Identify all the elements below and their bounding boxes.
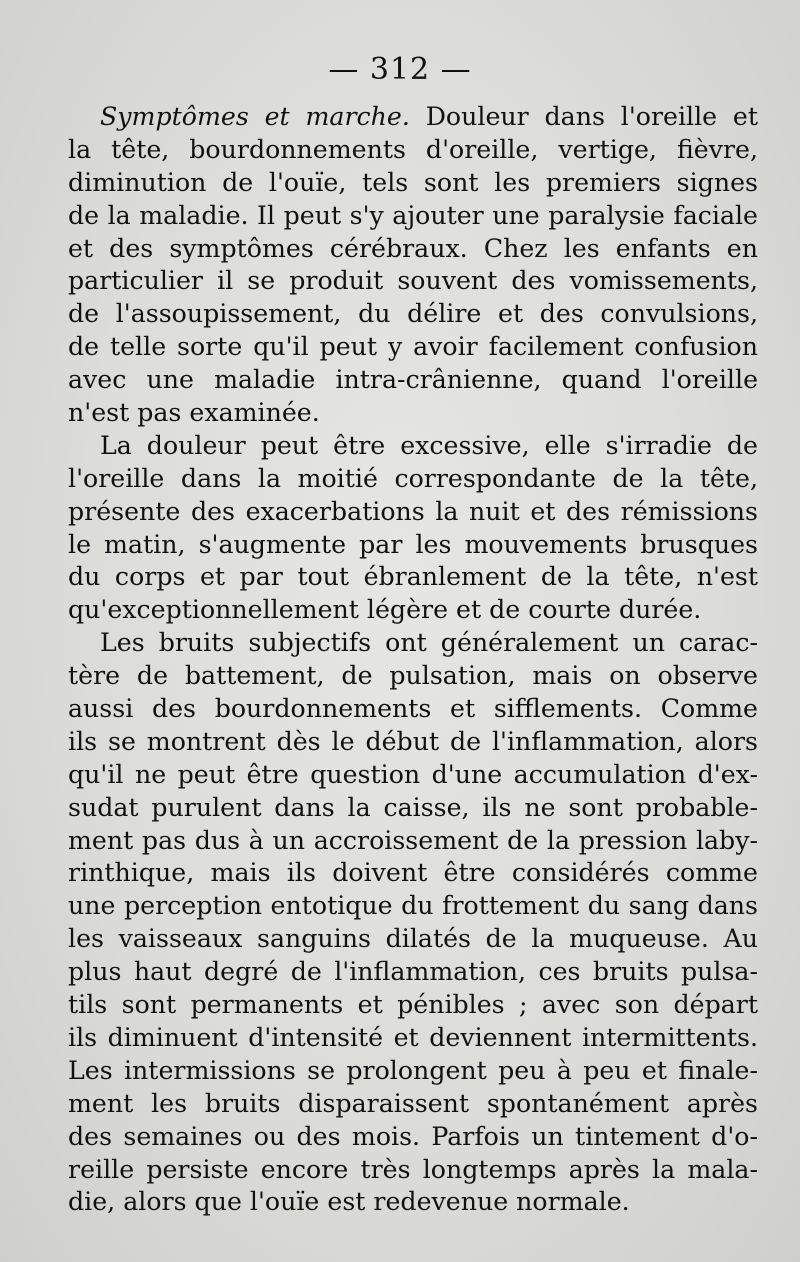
line-text: ils diminuent d'intensité et deviennent intermittents. (68, 1022, 758, 1052)
text-line (68, 364, 758, 397)
line-text: l'oreille dans la moitié correspondante de la tête, (68, 463, 758, 493)
text-line (68, 496, 758, 529)
text-line (68, 331, 758, 364)
text-line (68, 660, 758, 693)
line-text: la tête, bourdonnements d'oreille, vertige, fièvre, (68, 134, 758, 164)
line-text: Douleur dans l'oreille et (409, 102, 758, 131)
text-line (68, 167, 758, 200)
line-text: rinthique, mais ils doivent être considérés comme (68, 858, 758, 888)
text-line (68, 726, 758, 759)
body-text (68, 101, 758, 1219)
text-line (68, 989, 758, 1022)
text-line (68, 561, 758, 594)
text-line (68, 857, 758, 890)
text-line (68, 792, 758, 825)
text-line (68, 1055, 758, 1088)
text-line (68, 1121, 758, 1154)
text-line (68, 265, 758, 298)
line-text: tère de battement, de pulsation, mais on observe (68, 661, 758, 691)
line-text: Les bruits subjectifs ont généralement un carac- (100, 628, 758, 658)
line-text: La douleur peut être excessive, elle s'irradie de (100, 430, 758, 460)
text-line (68, 1088, 758, 1121)
text-line (68, 463, 758, 496)
line-text: ment pas dus à un accroissement de la pression laby- (68, 825, 758, 855)
line-text: diminution de l'ouïe, tels sont les premiers signes (68, 167, 758, 197)
line-text: sudat purulent dans la caisse, ils ne sont probable- (68, 792, 758, 822)
line-text: Les intermissions se prolongent peu à peu et finale- (68, 1055, 758, 1085)
text-line (68, 101, 758, 134)
page-number: — 312 — (328, 52, 472, 87)
line-text: qu'exceptionnellement légère et de courte durée. (68, 595, 702, 625)
text-line (68, 956, 758, 989)
line-text: aussi des bourdonnements et sifflements. Comme (68, 694, 758, 724)
line-text: du corps et par tout ébranlement de la tête, n'est (68, 562, 758, 592)
line-text: n'est pas examinée. (68, 398, 320, 428)
line-text: une perception entotique du frottement du sang dans (68, 891, 758, 921)
line-text: des semaines ou des mois. Parfois un tintement d'o- (68, 1121, 758, 1151)
text-line (68, 134, 758, 167)
text-line (68, 430, 758, 463)
line-text: présente des exacerbations la nuit et des rémissions (68, 496, 758, 526)
text-line (68, 693, 758, 726)
line-text: tils sont permanents et pénibles ; avec son départ (68, 990, 758, 1020)
text-line (68, 923, 758, 956)
line-text: de la maladie. Il peut s'y ajouter une paralysie faciale (68, 200, 758, 230)
text-line (68, 594, 758, 627)
text-line (68, 529, 758, 562)
text-line (68, 200, 758, 233)
line-text: ment les bruits disparaissent spontanément après (68, 1088, 758, 1118)
line-text: les vaisseaux sanguins dilatés de la muqueuse. Au (68, 924, 758, 954)
line-text: ils se montrent dès le début de l'inflammation, alors (68, 726, 758, 756)
text-line (68, 1022, 758, 1055)
text-line (68, 397, 758, 430)
line-text: avec une maladie intra-crânienne, quand l'oreille (68, 365, 758, 395)
line-text: de l'assoupissement, du délire et des convulsions, (68, 299, 758, 329)
line-text: reille persiste encore très longtemps après la mala- (68, 1154, 758, 1184)
text-line (68, 890, 758, 923)
text-line (68, 298, 758, 331)
line-text: et des symptômes cérébraux. Chez les enfants en (68, 233, 758, 263)
line-text: le matin, s'augmente par les mouvements brusques (68, 529, 758, 559)
line-text: qu'il ne peut être question d'une accumulation d'ex- (68, 759, 758, 789)
text-line (68, 1186, 758, 1219)
line-text: particulier il se produit souvent des vomissements, (68, 266, 758, 296)
line-text: de telle sorte qu'il peut y avoir facilement confusion (68, 332, 758, 362)
text-line (68, 627, 758, 660)
text-line (68, 1154, 758, 1187)
text-line (68, 759, 758, 792)
text-line (68, 825, 758, 858)
section-heading: Symptômes et marche. (100, 102, 410, 131)
text-line (68, 233, 758, 266)
line-text: plus haut degré de l'inflammation, ces bruits pulsa- (68, 957, 758, 987)
line-text: die, alors que l'ouïe est redevenue normale. (68, 1187, 630, 1217)
